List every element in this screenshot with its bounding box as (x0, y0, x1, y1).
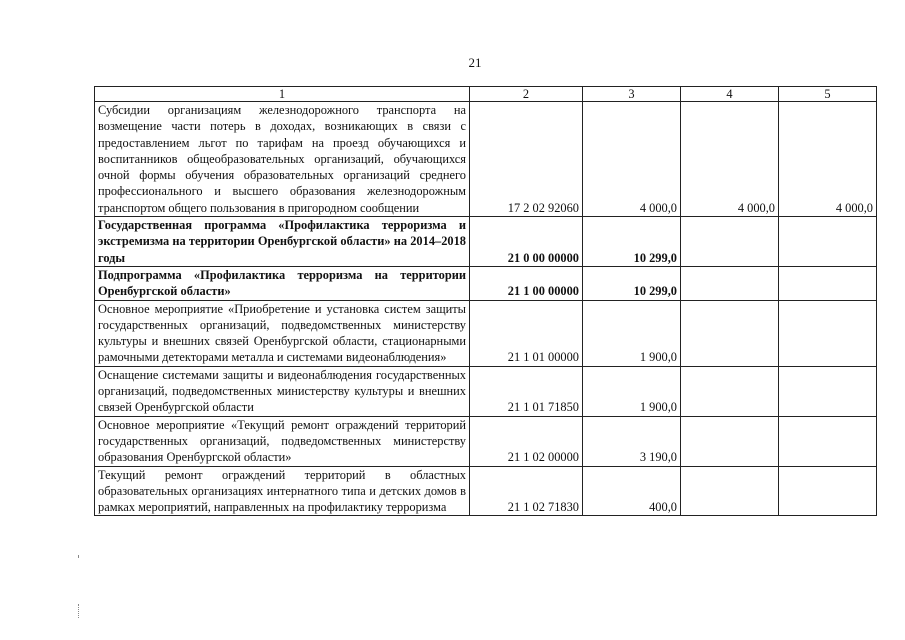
row-value-4 (681, 466, 779, 516)
row-value-5 (779, 217, 877, 267)
table-row (95, 102, 877, 217)
row-value-3: 1 900,0 (583, 300, 681, 366)
row-value-4 (681, 300, 779, 366)
row-value-3: 10 299,0 (583, 266, 681, 300)
row-code: 21 0 00 00000 (470, 217, 583, 267)
row-value-5 (779, 466, 877, 516)
page-number: 21 (468, 55, 482, 70)
row-value-4: 4 000,0 (681, 102, 779, 217)
row-value-5 (779, 266, 877, 300)
row-description: Оснащение системами защиты и видеонаблюдения государственных организаций, подведомственных министерству культуры и внешних связей Оренбургской области (95, 366, 470, 416)
scan-mark (78, 555, 82, 557)
row-description: Подпрограмма «Профилактика терроризма на территории Оренбургской области» (95, 266, 470, 300)
row-value-3: 1 900,0 (583, 366, 681, 416)
header-row (95, 87, 877, 102)
row-value-4 (681, 416, 779, 466)
row-description: Субсидии организациям железнодорожного транспорта на возмещение части потерь в доходах, возникающих в связи с предоставлением льгот по тарифам на проезд обучающихся и воспитанников общеобразовательных организаций, обучающихся очной формы обучения образовательных организаций среднего профессионального и высшего образования железнодорожным транспортом общего пользования в пригородном сообщении (95, 102, 470, 217)
row-value-3: 4 000,0 (583, 102, 681, 217)
row-value-3: 3 190,0 (583, 416, 681, 466)
table-row (95, 466, 877, 516)
row-value-5 (779, 416, 877, 466)
budget-table (94, 86, 877, 516)
row-value-5: 4 000,0 (779, 102, 877, 217)
table-row (95, 300, 877, 366)
row-code: 21 1 00 00000 (470, 266, 583, 300)
row-value-4 (681, 217, 779, 267)
row-value-5 (779, 366, 877, 416)
column-header-4: 4 (681, 87, 779, 102)
row-code: 21 1 02 71830 (470, 466, 583, 516)
table-row (95, 366, 877, 416)
row-description: Государственная программа «Профилактика терроризма и экстремизма на территории Оренбургской области» на 2014–2018 годы (95, 217, 470, 267)
row-code: 21 1 02 00000 (470, 416, 583, 466)
scan-mark (78, 604, 82, 618)
row-code: 17 2 02 92060 (470, 102, 583, 217)
row-description: Основное мероприятие «Текущий ремонт ограждений территорий государственных организаций, подведомственных министерству образования Оренбургской области» (95, 416, 470, 466)
column-header-2: 2 (470, 87, 583, 102)
row-code: 21 1 01 71850 (470, 366, 583, 416)
row-value-3: 400,0 (583, 466, 681, 516)
row-value-4 (681, 266, 779, 300)
row-code: 21 1 01 00000 (470, 300, 583, 366)
column-header-5: 5 (779, 87, 877, 102)
row-value-3: 10 299,0 (583, 217, 681, 267)
row-value-4 (681, 366, 779, 416)
table-row (95, 416, 877, 466)
table-row (95, 217, 877, 267)
row-description: Текущий ремонт ограждений территорий в областных образовательных организациях интернатного типа и детских домов в рамках мероприятий, направленных на профилактику терроризма (95, 466, 470, 516)
row-value-5 (779, 300, 877, 366)
column-header-1: 1 (95, 87, 470, 102)
row-description: Основное мероприятие «Приобретение и установка систем защиты государственных организаций, подведомственных министерству культуры и внешних связей Оренбургской области, стационарными рамочными детекторами металла и системами видеонаблюдения» (95, 300, 470, 366)
table-row (95, 266, 877, 300)
column-header-3: 3 (583, 87, 681, 102)
